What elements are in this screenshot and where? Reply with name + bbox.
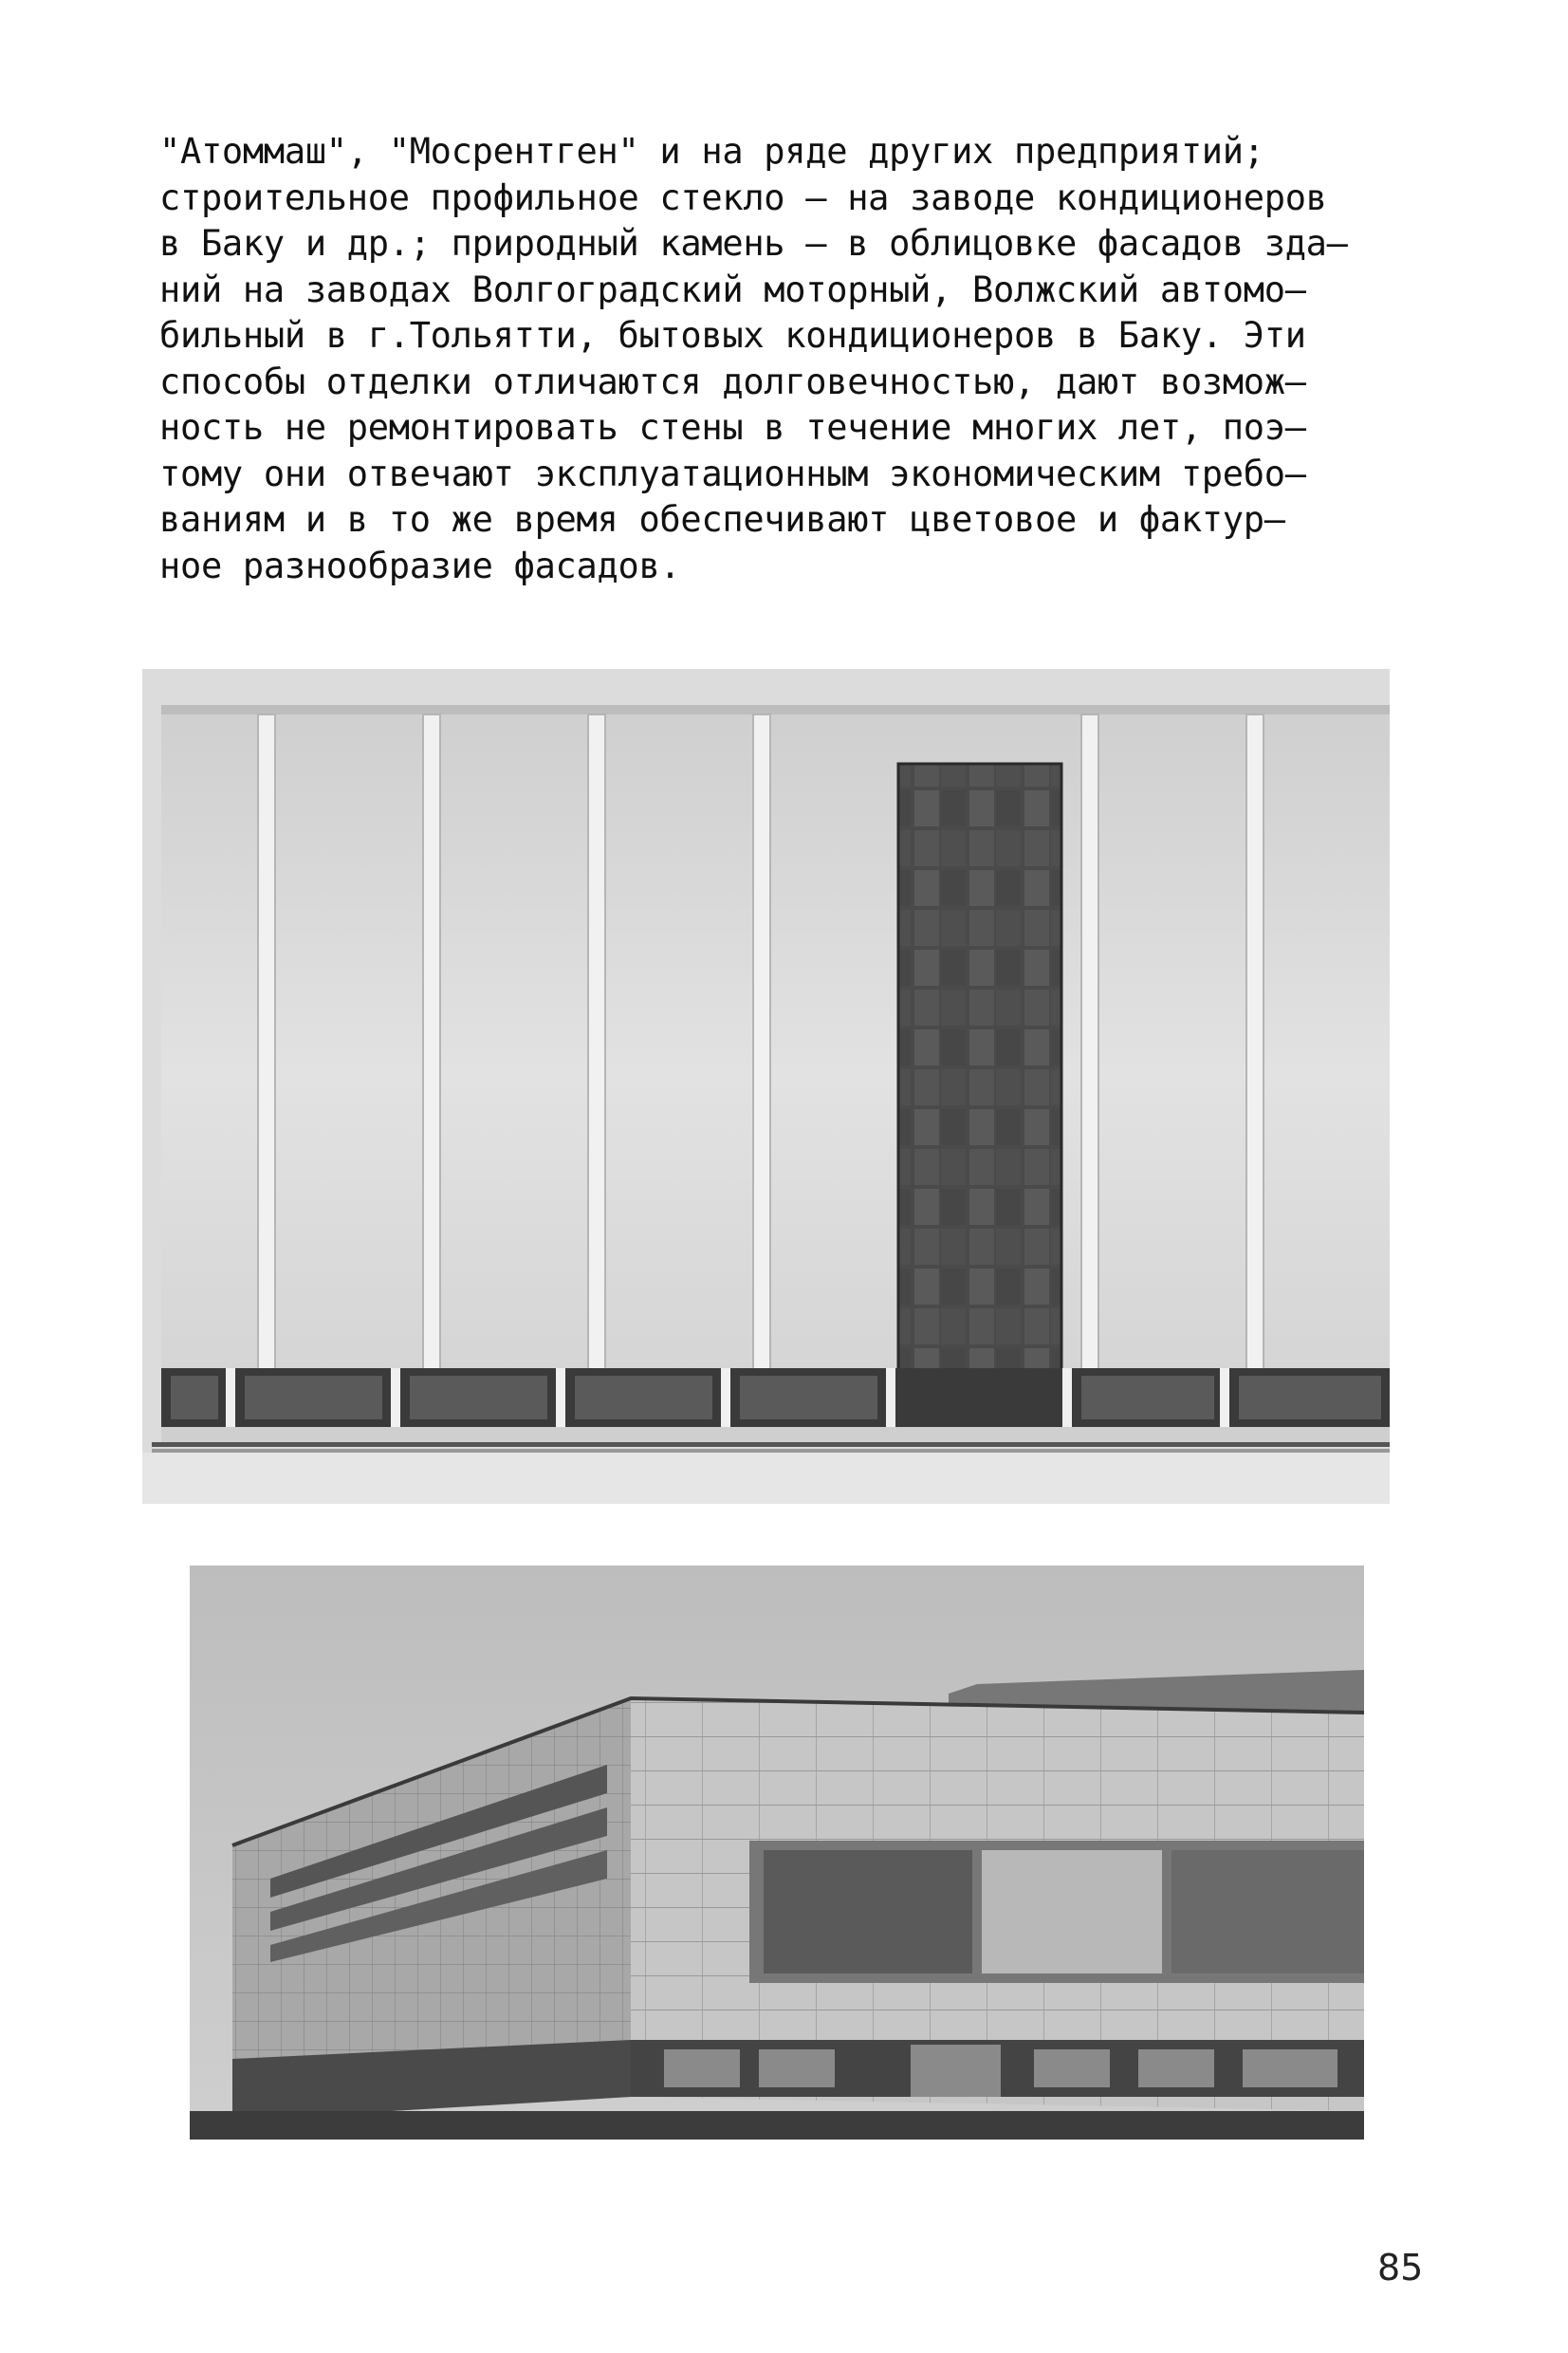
text-line: ний на заводах Волгоградский моторный, Волжский автомо–	[159, 269, 1306, 310]
text-line: ность не ремонтировать стены в течение многих лет, поэ–	[159, 407, 1306, 448]
text-line: тому они отвечают эксплуатационным экономическим требо–	[159, 453, 1306, 494]
text-line: ное разнообразие фасадов.	[159, 545, 681, 586]
text-line: строительное профильное стекло – на заводе кондиционеров	[159, 176, 1327, 218]
text-line: способы отделки отличаются долговечностью, дают возмож–	[159, 361, 1306, 402]
page-number: 85	[1377, 2247, 1424, 2288]
facade-photo-elevation	[142, 669, 1390, 1504]
building-photo-perspective	[190, 1566, 1364, 2140]
text-line: ваниям и в то же время обеспечивают цветовое и фактур–	[159, 499, 1285, 540]
text-line: бильный в г.Тольятти, бытовых кондиционеров в Баку. Эти	[159, 315, 1306, 356]
text-line: в Баку и др.; природный камень – в облицовке фасадов зда–	[159, 223, 1348, 264]
text-line: "Атоммаш", "Мосрентген" и на ряде других предприятий;	[159, 131, 1264, 172]
body-text	[159, 129, 1402, 589]
